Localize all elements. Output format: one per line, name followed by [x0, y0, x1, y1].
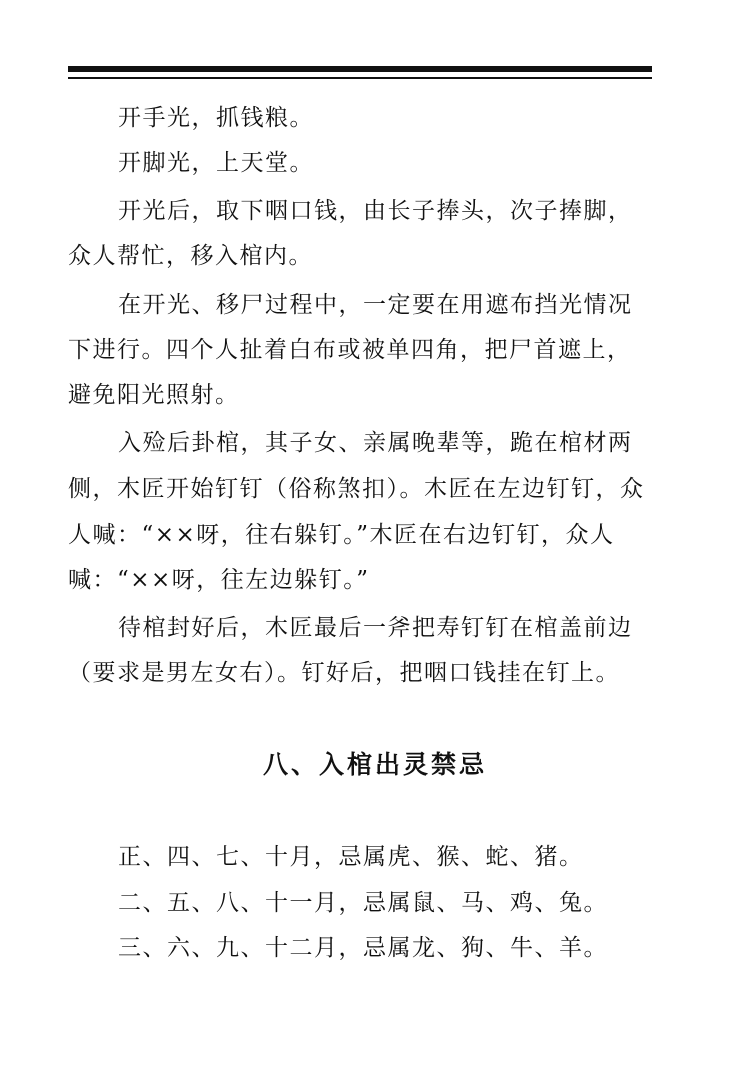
section-heading: 八、入棺出灵禁忌	[262, 750, 487, 779]
paragraph-line: 待棺封好后，木匠最后一斧把寿钉钉在棺盖前边	[118, 615, 633, 641]
paragraph-line: 喊：“××呀，往左边躲钉。”	[68, 567, 370, 593]
paragraph-line: 开手光，抓钱粮。	[118, 105, 314, 131]
paragraph-line: 人喊：“××呀，往右躲钉。”木匠在右边钉钉，众人	[68, 522, 615, 548]
header-rule-thick	[68, 66, 652, 72]
taboo-list-item: 三、六、九、十二月，忌属龙、狗、牛、羊。	[118, 935, 608, 961]
paragraph-line: 避免阳光照射。	[68, 382, 240, 408]
paragraph-line: 侧，木匠开始钉钉（俗称煞扣）。木匠在左边钉钉，众	[68, 476, 645, 502]
header-rule-thin	[68, 77, 652, 79]
paragraph-line: （要求是男左女右）。钉好后，把咽口钱挂在钉上。	[68, 660, 620, 686]
taboo-list-item: 二、五、八、十一月，忌属鼠、马、鸡、兔。	[118, 890, 608, 916]
paragraph-line: 下进行。四个人扯着白布或被单四角，把尸首遮上，	[68, 337, 632, 363]
paragraph-line: 在开光、移尸过程中，一定要在用遮布挡光情况	[118, 292, 633, 318]
taboo-list-item: 正、四、七、十月，忌属虎、猴、蛇、猪。	[118, 844, 584, 870]
paragraph-line: 开脚光，上天堂。	[118, 150, 314, 176]
paragraph-line: 开光后，取下咽口钱，由长子捧头，次子捧脚，	[118, 198, 633, 224]
paragraph-line: 众人帮忙，移入棺内。	[68, 243, 313, 269]
paragraph-line: 入殓后卦棺，其子女、亲属晚辈等，跪在棺材两	[118, 430, 633, 456]
